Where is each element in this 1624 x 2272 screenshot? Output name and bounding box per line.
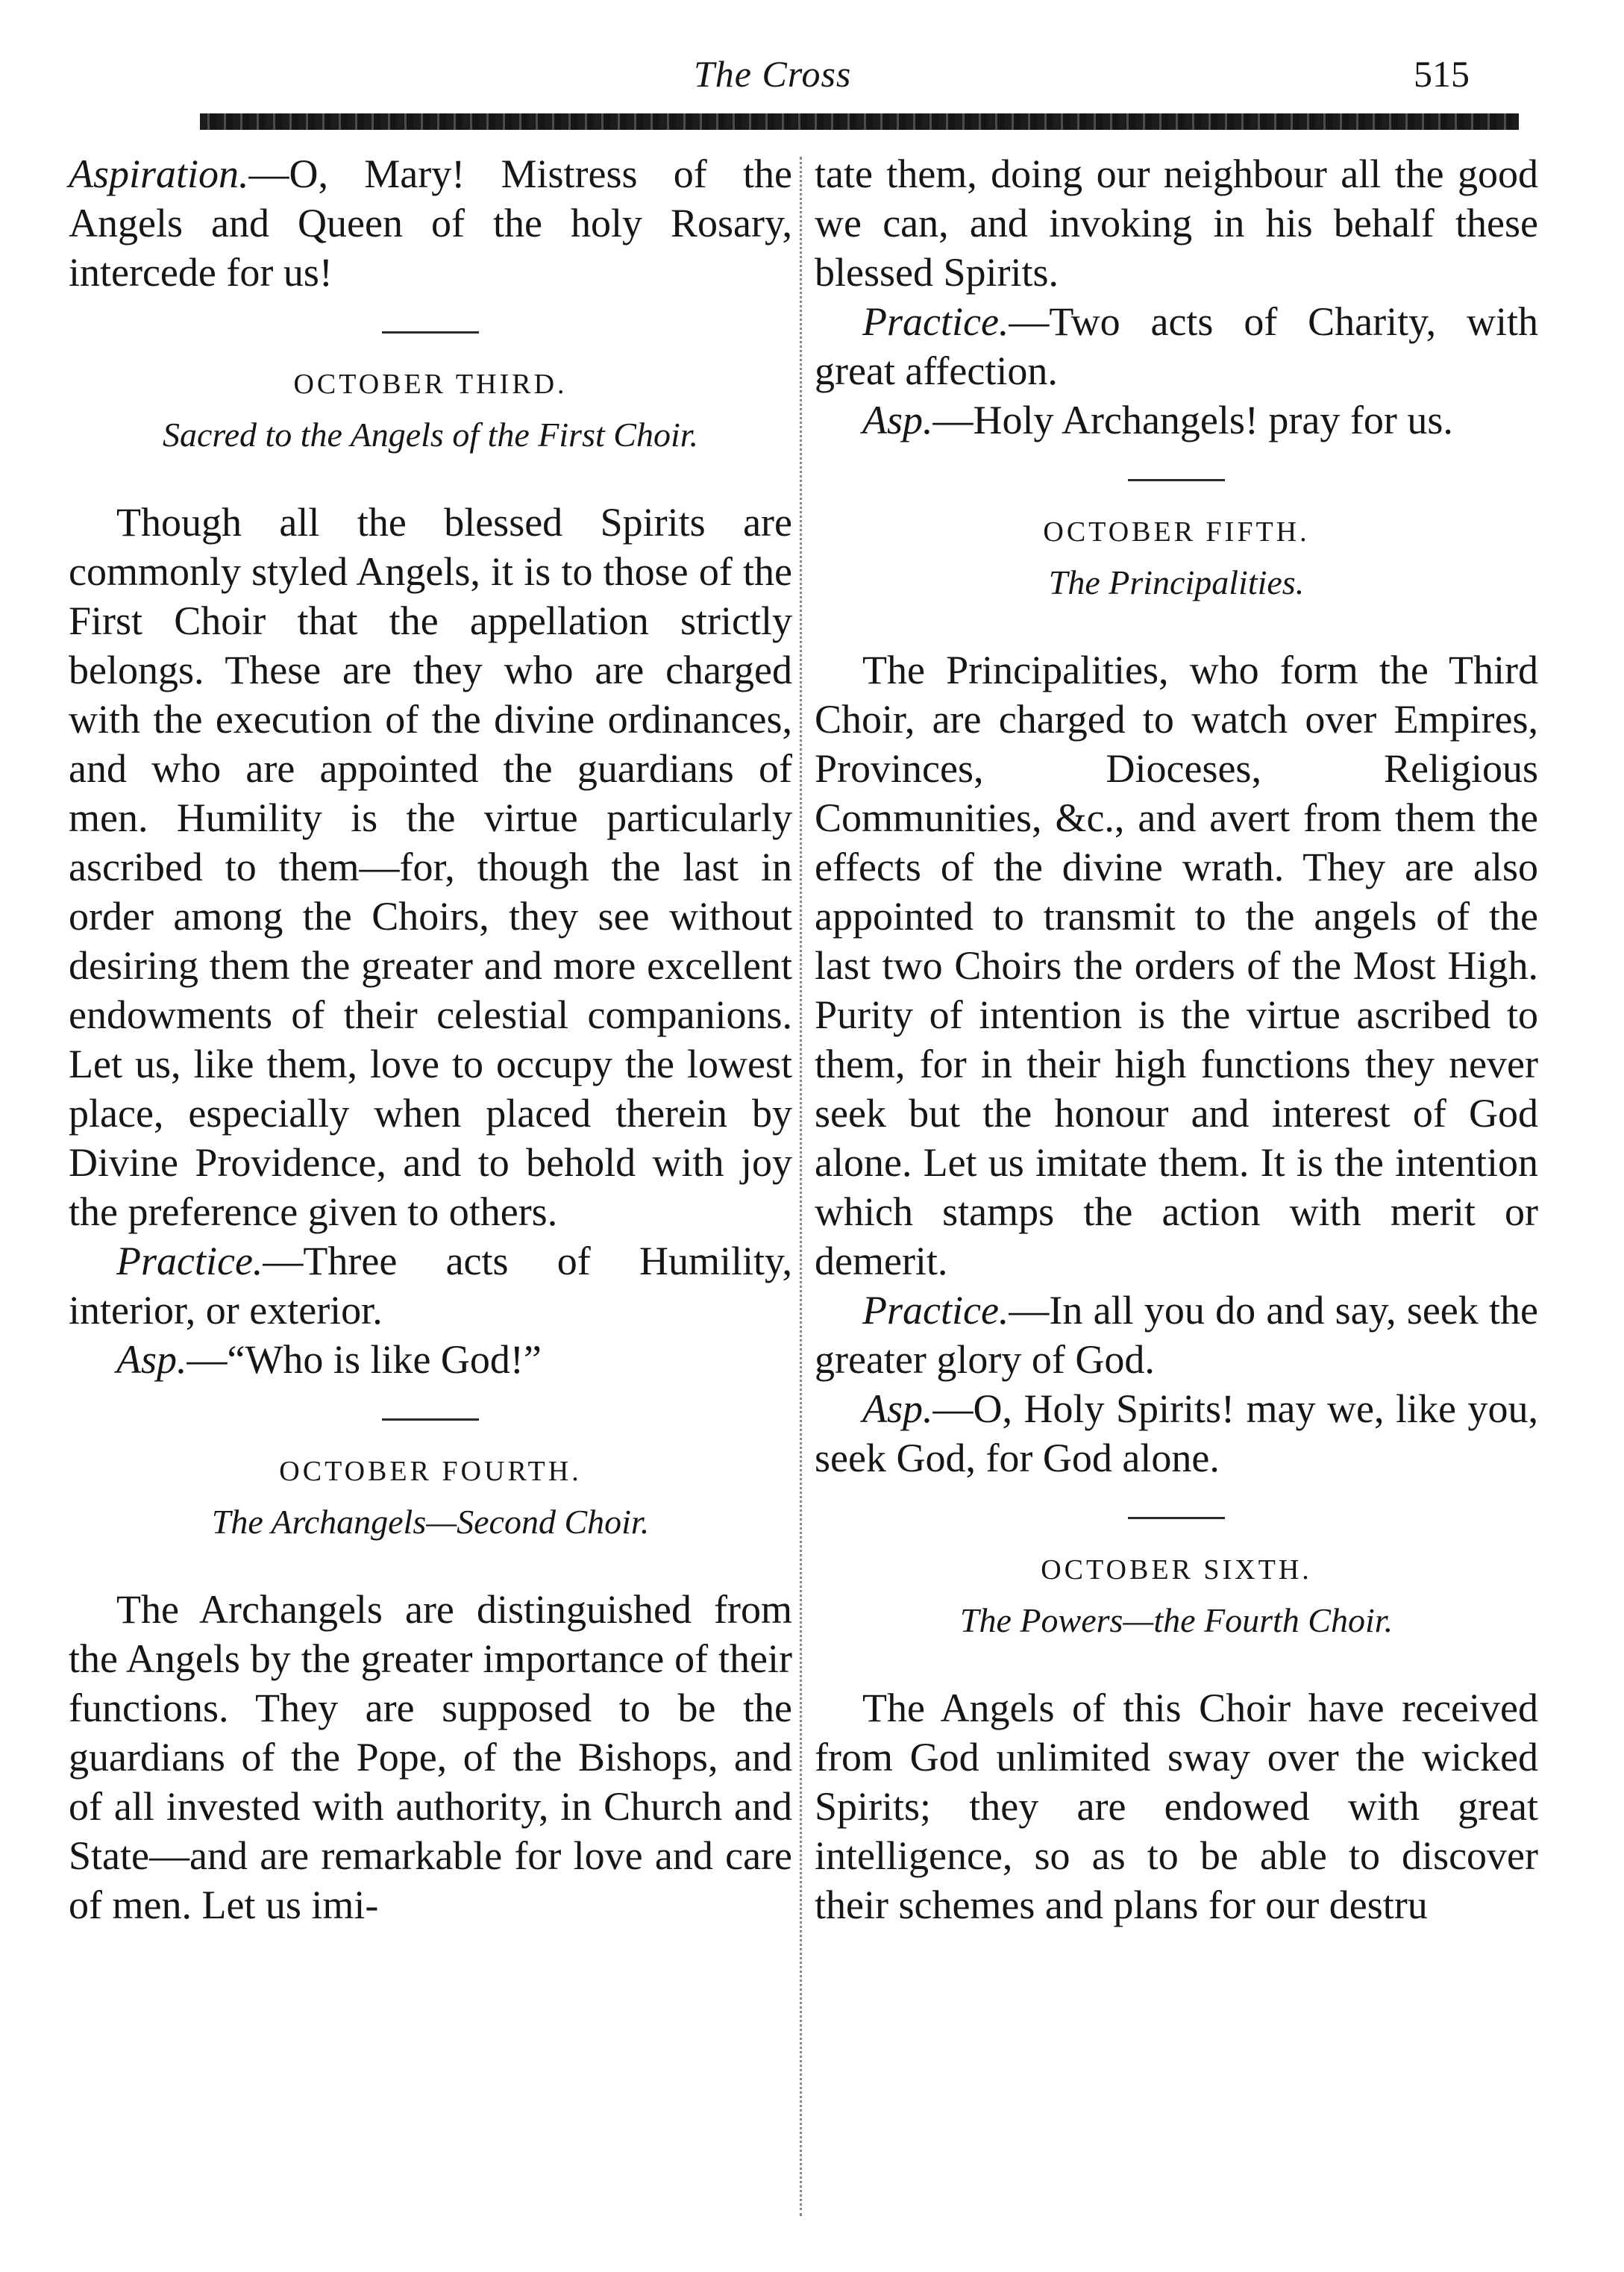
header-rule — [200, 113, 1519, 130]
practice-october-third — [69, 1236, 792, 1335]
left-column — [69, 149, 792, 1930]
asp-text: —O, Holy Spirits! may we, like you, seek God, for God alone. — [815, 1386, 1538, 1480]
body-paragraph-october-fourth: The Archangels are distinguished from the Angels by the greater importance of their functions. They are supposed to be the guardians of the Pope, of the Bishops, and of all invested with authority, in Church and State—and are remarkable for love and care of men. Let us imi- — [69, 1587, 792, 1927]
running-title: The Cross — [694, 53, 852, 95]
section-subtitle-october-sixth: The Powers—the Fourth Choir. — [959, 1601, 1393, 1639]
running-header — [0, 52, 1624, 112]
practice-text: —Three acts of Humility, interior, or exterior. — [69, 1239, 792, 1333]
section-heading-october-sixth: OCTOBER SIXTH. — [1041, 1554, 1312, 1586]
asp-label: Asp. — [862, 1386, 933, 1431]
section-heading-october-fourth: OCTOBER FOURTH. — [279, 1456, 582, 1487]
right-column — [815, 149, 1538, 1930]
continued-paragraph: tate them, doing our neighbour all the good we can, and invoking in his behalf these blessed Spirits. — [815, 151, 1538, 295]
section-separator — [382, 331, 479, 334]
aspiration-october-fourth — [815, 395, 1538, 445]
asp-label: Asp. — [862, 398, 933, 442]
aspiration-text: —O, Mary! Mistress of the Angels and Queen of the holy Rosary, intercede for us! — [69, 151, 792, 295]
section-heading-october-third: OCTOBER THIRD. — [293, 369, 568, 400]
aspiration-paragraph — [69, 149, 792, 297]
section-subtitle-october-fourth: The Archangels—Second Choir. — [211, 1503, 650, 1541]
aspiration-label: Aspiration. — [69, 151, 249, 196]
column-divider — [800, 157, 802, 2216]
aspiration-october-third — [69, 1335, 792, 1384]
practice-label: Practice. — [862, 299, 1009, 344]
practice-text: —In all you do and say, seek the greater glory of God. — [815, 1288, 1538, 1382]
asp-label: Asp. — [116, 1337, 187, 1382]
body-paragraph-october-fifth: The Principalities, who form the Third Choir, are charged to watch over Empires, Provinces, Dioceses, Religious Communities, &c., and avert from them the effects of the divine wrath. They are also appointed to transmit to the angels of the last two Choirs the orders of the Most High. Purity of intention is the virtue ascribed to them, for in their high functions they never seek but the honour and interest of God alone. Let us imitate them. It is the intention which stamps the action with merit or demerit. — [815, 648, 1538, 1283]
body-paragraph-october-sixth: The Angels of this Choir have received from God unlimited sway over the wicked Spirits; they are endowed with great intelligence, so as to be able to discover their schemes and plans for our destru — [815, 1686, 1538, 1927]
section-subtitle-october-third: Sacred to the Angels of the First Choir. — [162, 416, 699, 454]
section-separator — [1128, 479, 1225, 481]
section-heading-october-fifth: OCTOBER FIFTH. — [1043, 516, 1310, 548]
asp-text: —“Who is like God!” — [186, 1337, 542, 1382]
page-number: 515 — [1414, 53, 1470, 95]
section-subtitle-october-fifth: The Principalities. — [1048, 563, 1305, 601]
section-separator — [382, 1418, 479, 1421]
asp-text: —Holy Archangels! pray for us. — [932, 398, 1453, 442]
aspiration-october-fifth — [815, 1384, 1538, 1483]
practice-text: —Two acts of Charity, with great affection. — [815, 299, 1538, 393]
section-separator — [1128, 1517, 1225, 1519]
practice-october-fourth — [815, 297, 1538, 395]
practice-october-fifth — [815, 1286, 1538, 1384]
practice-label: Practice. — [862, 1288, 1009, 1333]
practice-label: Practice. — [116, 1239, 263, 1283]
body-paragraph-october-third: Though all the blessed Spirits are commonly styled Angels, it is to those of the First Choir that the appellation strictly belongs. These are they who are charged with the execution of the divine ordinances, and who are appointed the guardians of men. Humility is the virtue particularly ascribed to them—for, though the last in order among the Choirs, they see without desiring them the greater and more excellent endowments of their celestial companions. Let us, like them, love to occupy the lowest place, especially when placed therein by Divine Providence, and to behold with joy the preference given to others. — [69, 500, 792, 1234]
